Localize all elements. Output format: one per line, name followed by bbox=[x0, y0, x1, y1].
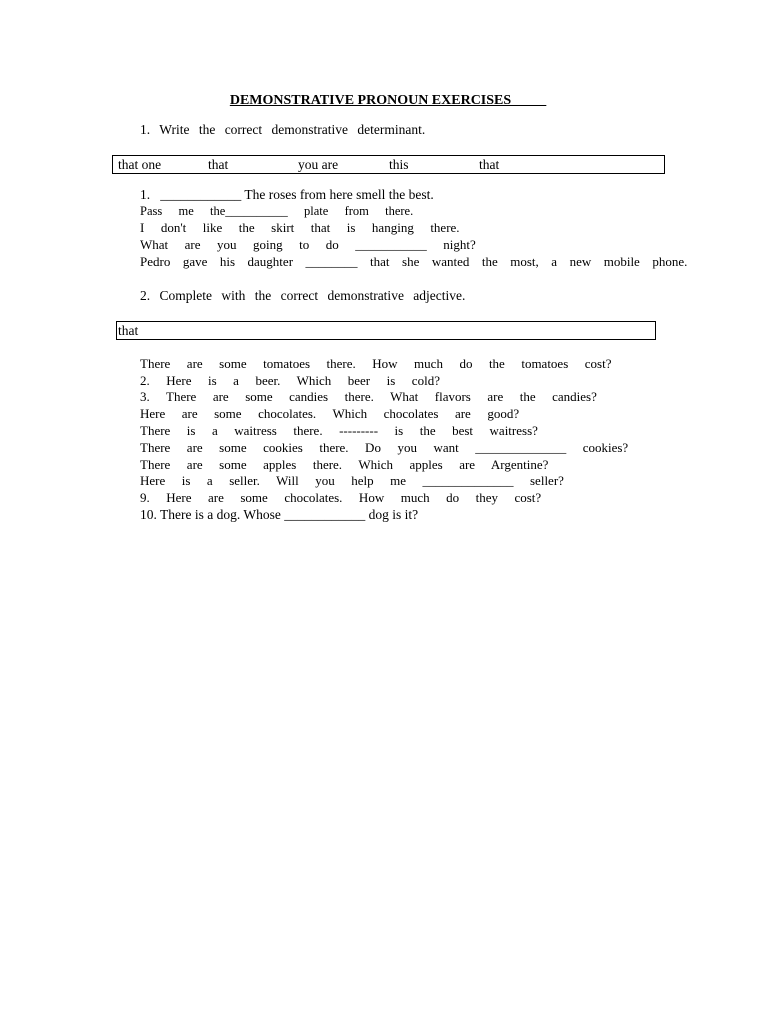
exercise-item: Here is a seller. Will you help me ______________ seller? bbox=[140, 473, 564, 488]
exercise-item: There are some tomatoes there. How much do the tomatoes cost? bbox=[140, 356, 612, 371]
exercise-item: 3. There are some candies there. What flavors are the candies? bbox=[140, 389, 597, 404]
word-bank-item: that bbox=[118, 323, 139, 338]
page-title: DEMONSTRATIVE PRONOUN EXERCISES_____ bbox=[229, 93, 547, 108]
word-bank-item: that bbox=[479, 157, 500, 172]
exercise-item: Here are some chocolates. Which chocolates are good? bbox=[140, 406, 520, 421]
exercise-item: There are some apples there. Which apples are Argentine? bbox=[140, 457, 549, 472]
section1-word-bank bbox=[112, 155, 665, 174]
word-bank-item: this bbox=[389, 157, 409, 172]
section1-instruction: 1. Write the correct demonstrative determinant. bbox=[140, 122, 426, 137]
section2-instruction: 2. Complete with the correct demonstrative adjective. bbox=[140, 288, 466, 303]
exercise-item: 1. ____________ The roses from here smell the best. bbox=[140, 187, 434, 202]
exercise-item: 9. Here are some chocolates. How much do they cost? bbox=[140, 490, 542, 505]
exercise-item: There is a waitress there. --------- is the best waitress? bbox=[140, 423, 538, 438]
word-bank-item: you are bbox=[298, 157, 339, 172]
exercise-item: I don't like the skirt that is hanging there. bbox=[140, 220, 460, 235]
exercise-item: Pass me the__________ plate from there. bbox=[140, 204, 414, 218]
exercise-item: 10. There is a dog. Whose ____________ dog is it? bbox=[140, 507, 419, 522]
exercise-item: There are some cookies there. Do you want ______________ cookies? bbox=[140, 440, 629, 455]
word-bank-item: that one bbox=[118, 157, 162, 172]
exercise-item: What are you going to do ___________ night? bbox=[140, 237, 476, 252]
exercise-item: 2. Here is a beer. Which beer is cold? bbox=[140, 373, 440, 388]
word-bank-item: that bbox=[208, 157, 229, 172]
section2-word-bank bbox=[116, 321, 656, 340]
exercise-item: Pedro gave his daughter ________ that she wanted the most, a new mobile phone. bbox=[140, 254, 688, 269]
